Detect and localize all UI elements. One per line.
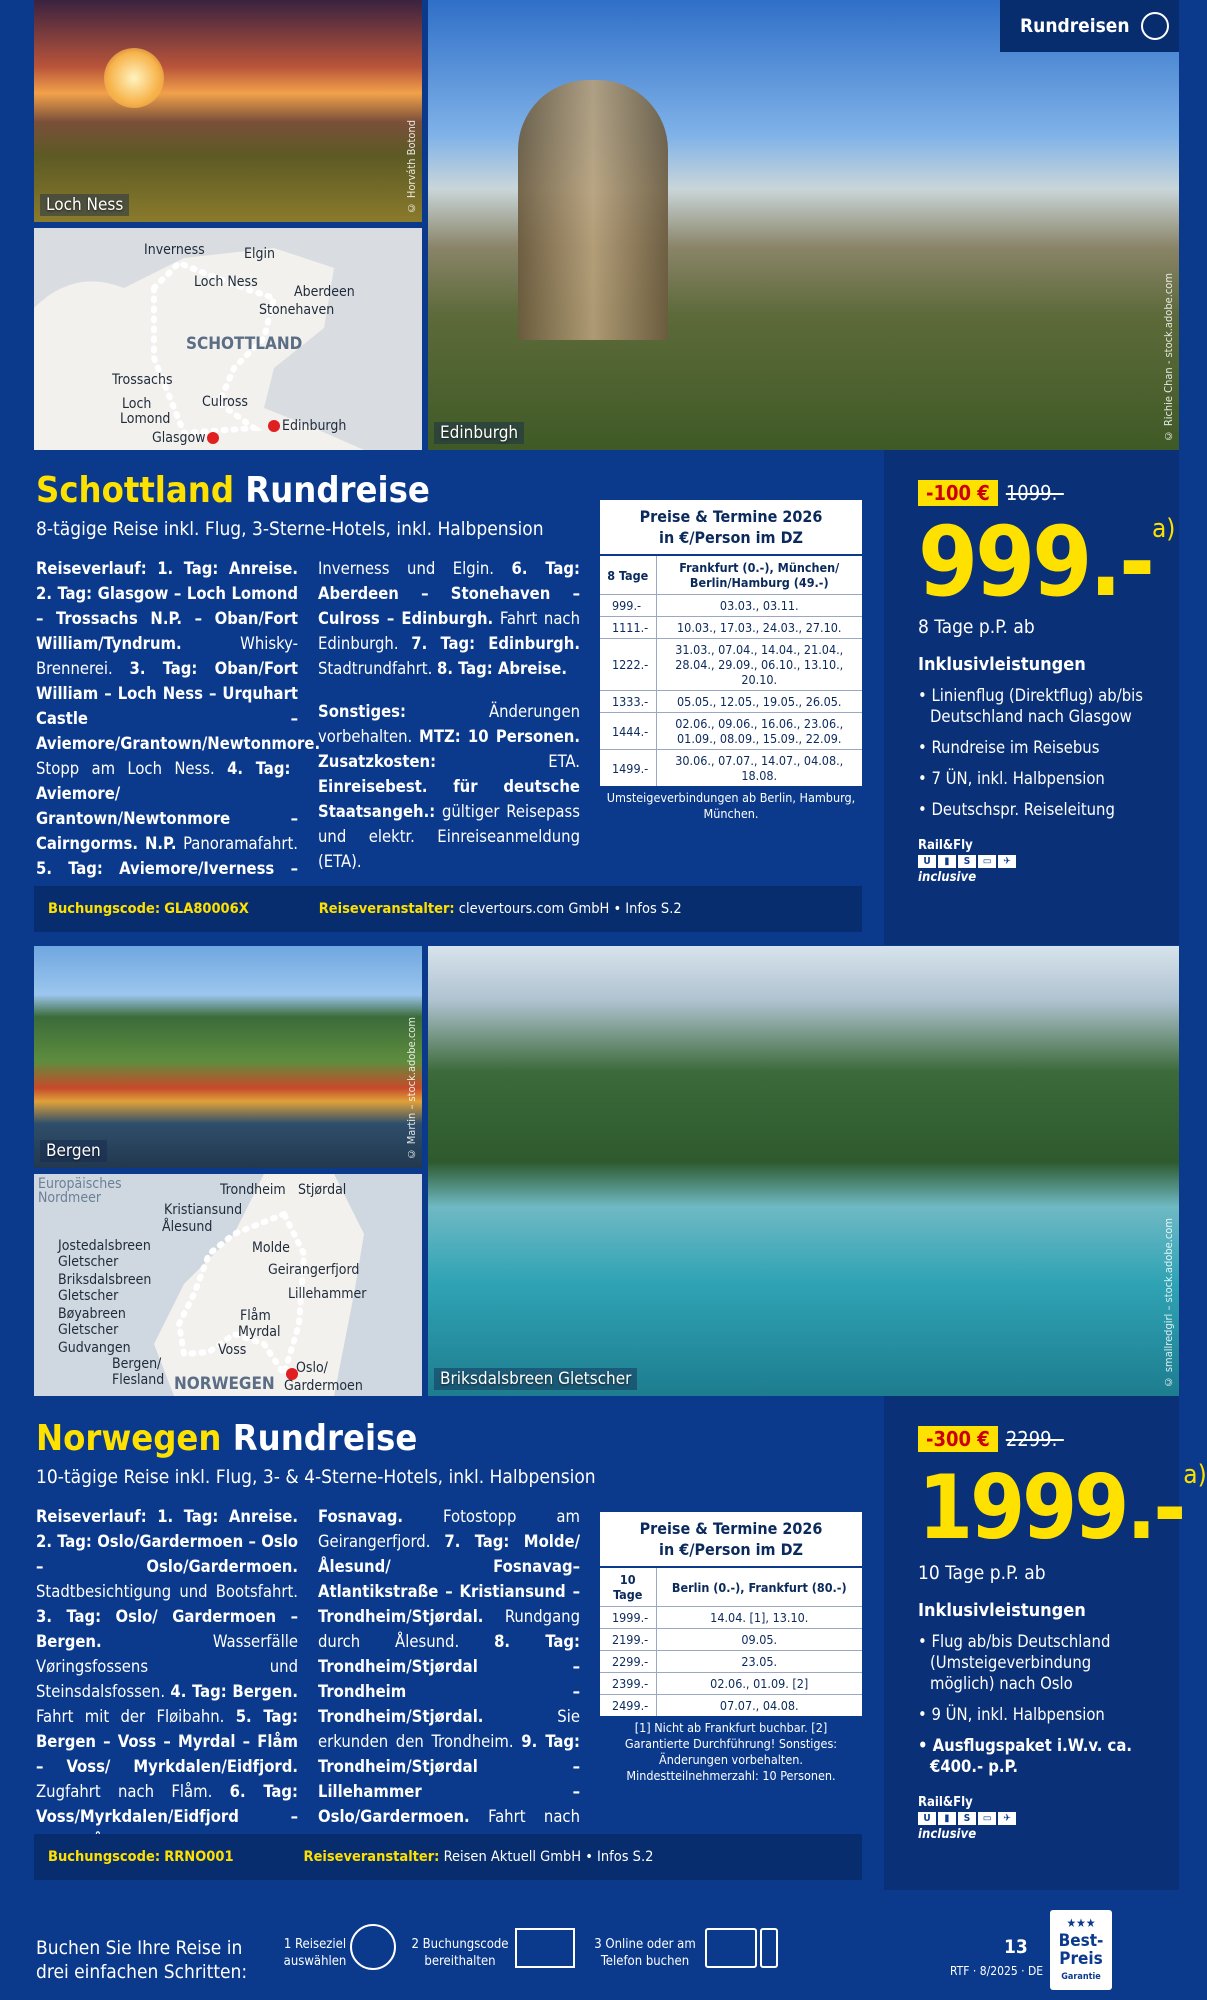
photo-caption: Edinburgh bbox=[434, 422, 524, 444]
inclusive-list bbox=[918, 685, 1157, 820]
scotland-route-map: Inverness Elgin Loch Ness Aberdeen Stonehaven Trossachs Loch Lomond Culross Glasgow Edinburgh SCHOTTLAND bbox=[34, 228, 422, 450]
list-item: • Flug ab/bis Deutschland (Umsteigeverbindung möglich) nach Oslo bbox=[918, 1632, 1111, 1693]
table-row: 1444.- 02.06., 09.06., 16.06., 23.06., 01.09., 08.09., 15.09., 22.09. bbox=[600, 713, 862, 750]
list-item: • 9 ÜN, inkl. Halbpension bbox=[918, 1705, 1105, 1724]
list-item: • Ausflugspaket i.W.v. ca. €400.- p.P. bbox=[918, 1736, 1132, 1776]
list-item: • Linienflug (Direktflug) ab/bis Deutschland nach Glasgow bbox=[918, 686, 1143, 726]
norway-itinerary-col1: Reiseverlauf: 1. Tag: Anreise. 2. Tag: Oslo/Gardermoen – Oslo – Oslo/Gardermoen. Stadtbesichtigung und Bootsfahrt. 3. Tag: Oslo/ Gardermoen – Bergen. Wasserfälle Vøringsfossens und Steinsdalsfossen. 4. Tag: Bergen. Fahrt mit der Fløibahn. 5. Tag: Bergen – Voss – Myrdal – Flåm – Voss/ Myrkdalen/Eidfjord. Zugfahrt nach Flåm. 6. Tag: Voss/Myrkdalen/Eidfjord – bbox=[36, 1507, 298, 1826]
scotland-price-table: Preise & Termine 2026 in €/Person im DZ 8 Tage Frankfurt (0.-), München/ Berlin/Hamburg (49.-) 999.- 03.03., 03.11. 1111.- 10.03., 17.03., 24.03., 27.10. 1222.- 31.03., 07.04., 14.04., 21.04., 28.04., 29.09., 06.10., 13.10., 20.10. 1333.- 05.05., 12.05., 19.05., 26.05. 1444.- 02.06., 09.06., 16.06., 23.06., 01.09., 08.09., 15.09., 22.09. 1499.- 30.06., 07.07., 14.07., 04.08., 18.08. Umsteigeverbindungen ab Berlin, Hamburg, München. bbox=[600, 500, 862, 826]
norway-price-panel: -300 € 2299.- 1999.-a) 10 Tage p.P. ab Inklusivleistungen • Flug ab/bis Deutschland (Umsteigeverbindung möglich) nach Oslo • 9 ÜN, inkl. Halbpension • Ausflugspaket i.W.v. ca. €400.- p.P. Rail&Fly U ▮ S ▭ ✈ inclusive bbox=[884, 1396, 1179, 1890]
table-row: 1999.- 14.04. [1], 13.10. bbox=[600, 1607, 862, 1629]
norway-booking-bar: Buchungscode: RRNO001 Reiseveranstalter: Reisen Aktuell GmbH • Infos S.2 bbox=[34, 1834, 862, 1880]
edinburgh-photo bbox=[428, 0, 1179, 450]
globe-icon bbox=[1141, 12, 1169, 40]
railfly-logo: Rail&Fly U ▮ S ▭ ✈ inclusive bbox=[918, 1795, 1157, 1842]
table-row: 1111.- 10.03., 17.03., 24.03., 27.10. bbox=[600, 617, 862, 639]
steps-title: Buchen Sie Ihre Reise in drei einfachen Schritten: bbox=[36, 1937, 248, 1983]
scotland-price-panel: -100 € 1099.- 999.-a) 8 Tage p.P. ab Inklusivleistungen • Linienflug (Direktflug) ab/bis Deutschland nach Glasgow • Rundreise im Reisebus • 7 ÜN, inkl. Halbpension • Deutschspr. Reiseleitung Rail&Fly U ▮ S ▭ ✈ inclusive bbox=[884, 450, 1179, 945]
discount-badge: -100 € bbox=[918, 480, 998, 506]
scotland-itinerary-col2: Inverness und Elgin. 6. Tag: Aberdeen – Stonehaven – Culross – Edinburgh. Fahrt nach Edinburgh. 7. Tag: Edinburgh. Stadtrundfahrt. 8. Tag: Abreise. Sonstiges: Änderungen vorbehalten. MTZ: 10 Personen. Zusatzkosten: ETA. Einreisebest. für deutsche Staatsangeh.: gültiger Reisepass und elektr. Einreiseanmeldung (ETA). bbox=[318, 559, 581, 871]
photo-caption: Briksdalsbreen Gletscher bbox=[434, 1368, 637, 1390]
norway-route-map: Europäisches Nordmeer Trondheim Stjørdal Kristiansund Ålesund Molde Jostedalsbreen Gletscher Geirangerfjord Briksdalsbreen Gletscher Lillehammer Bøyabreen Gletscher Flåm Myrdal Gudvangen Voss Bergen/ Flesland Oslo/ Gardermoen NORWEGEN bbox=[34, 1174, 422, 1396]
phone-icon bbox=[760, 1928, 778, 1968]
table-row: 2199.- 09.05. bbox=[600, 1629, 862, 1651]
photo-credit: © Martin – stock.adobe.com bbox=[405, 1016, 418, 1160]
footer: Buchen Sie Ihre Reise in drei einfachen Schritten: 1 Reiseziel auswählen 2 Buchungscode bereithalten 3 Online oder am Telefon buchen 13 RTF · 8/2025 · DE ★★★ Best- Preis Garantie bbox=[0, 1892, 1179, 2000]
table-row: 2299.- 23.05. bbox=[600, 1651, 862, 1673]
table-row: 2399.- 02.06., 01.09. [2] bbox=[600, 1673, 862, 1695]
table-row: 2499.- 07.07., 04.08. bbox=[600, 1695, 862, 1717]
table-row: 1333.- 05.05., 12.05., 19.05., 26.05. bbox=[600, 691, 862, 713]
best-price-badge: ★★★ Best- Preis Garantie bbox=[1050, 1910, 1112, 1990]
page-number: 13 bbox=[1004, 1936, 1028, 1958]
table-row: 1222.- 31.03., 07.04., 14.04., 21.04., 28.04., 29.09., 06.10., 13.10., 20.10. bbox=[600, 639, 862, 691]
photo-caption: Loch Ness bbox=[40, 194, 129, 216]
table-row: 1499.- 30.06., 07.07., 14.07., 04.08., 18.08. bbox=[600, 750, 862, 787]
scotland-booking-bar: Buchungscode: GLA80006X Reiseveranstalter: clevertours.com GmbH • Infos S.2 bbox=[34, 886, 862, 932]
scotland-subtitle: 8-tägige Reise inkl. Flug, 3-Sterne-Hotels, inkl. Halbpension bbox=[36, 518, 544, 540]
railfly-logo: Rail&Fly U ▮ S ▭ ✈ inclusive bbox=[918, 838, 1157, 885]
norway-subtitle: 10-tägige Reise inkl. Flug, 3- & 4-Sterne-Hotels, inkl. Halbpension bbox=[36, 1466, 596, 1488]
norway-title: Norwegen Rundreise bbox=[36, 1418, 418, 1459]
edition: RTF · 8/2025 · DE bbox=[950, 1964, 1044, 1978]
discount-badge: -300 € bbox=[918, 1426, 998, 1452]
scotland-title: Schottland Rundreise bbox=[36, 470, 430, 511]
norway-itinerary-col2: Fosnavag. Fotostopp am Geirangerfjord. 7. Tag: Molde/Ålesund/ Fosnavag– Atlantikstraße – Kristiansund –Trondheim/Stjørdal. Rundgang durch Ålesund. 8. Tag: Trondheim/Stjørdal – Trondheim – Trondheim/Stjørdal. Sie erkunden den Trondheim. 9. Tag: Trondheim/Stjørdal – Lillehammer – Oslo/Gardermoen. Fahrt nach bbox=[318, 1507, 580, 1826]
loch-ness-photo bbox=[34, 0, 422, 222]
table-row: 999.- 03.03., 03.11. bbox=[600, 595, 862, 617]
price: 1999.- bbox=[918, 1456, 1184, 1559]
price: 999.- bbox=[918, 506, 1152, 618]
list-item: • 7 ÜN, inkl. Halbpension bbox=[918, 769, 1105, 788]
photo-caption: Bergen bbox=[40, 1140, 107, 1162]
list-item: • Rundreise im Reisebus bbox=[918, 738, 1100, 757]
photo-credit: © smallredgirl – stock.adobe.com bbox=[1162, 1217, 1175, 1388]
list-item: • Deutschspr. Reiseleitung bbox=[918, 800, 1115, 819]
photo-credit: © Richie Chan - stock.adobe.com bbox=[1162, 272, 1175, 442]
old-price: 1099.- bbox=[1005, 481, 1064, 505]
bergen-photo bbox=[34, 946, 422, 1168]
old-price: 2299.- bbox=[1005, 1427, 1064, 1451]
photo-credit: © Horváth Botond bbox=[405, 119, 418, 214]
laptop-icon bbox=[705, 1928, 757, 1968]
catalog-icon bbox=[515, 1928, 575, 1968]
briksdalsbreen-photo bbox=[428, 946, 1179, 1396]
scotland-itinerary-col1: Reiseverlauf: 1. Tag: Anreise. 2. Tag: Glasgow – Loch Lomond – Trossachs N.P. – Oban/Fort William/Tyndrum. Whisky-Brennerei. 3. Tag: Oban/Fort William – Loch Ness – Urquhart Castle – Aviemore/Grantown/Newtonmore. Stopp am Loch Ness. 4. Tag: Aviemore/ Grantown/Newtonmore – Cairngorms. N.P. Panoramafahrt. 5. Tag: Aviemore/Iverness – bbox=[36, 559, 321, 878]
table-note: Umsteigeverbindungen ab Berlin, Hamburg, München. bbox=[600, 786, 862, 826]
section-label: Rundreisen bbox=[1020, 15, 1130, 37]
globe-icon bbox=[350, 1924, 396, 1970]
table-note: [1] Nicht ab Frankfurt buchbar. [2] Garantierte Durchführung! Sonstiges: Änderungen vorbehalten. Mindestteilnehmerzahl: 10 Personen. bbox=[600, 1716, 862, 1788]
section-tab bbox=[1000, 0, 1179, 52]
norway-price-table: Preise & Termine 2026 in €/Person im DZ 10 Tage Berlin (0.-), Frankfurt (80.-) 1999.- 14.04. [1], 13.10. 2199.- 09.05. 2299.- 23.05. 2399.- 02.06., 01.09. [2] 2499.- 07.07., 04.08. [1] Nicht ab Frankfurt buchbar. [2] Garantierte Durchführung! Sonstiges: Änderungen vorbehalten. Mindestteilnehmerzahl: 10 Personen. bbox=[600, 1512, 862, 1788]
inclusive-list bbox=[918, 1631, 1157, 1777]
